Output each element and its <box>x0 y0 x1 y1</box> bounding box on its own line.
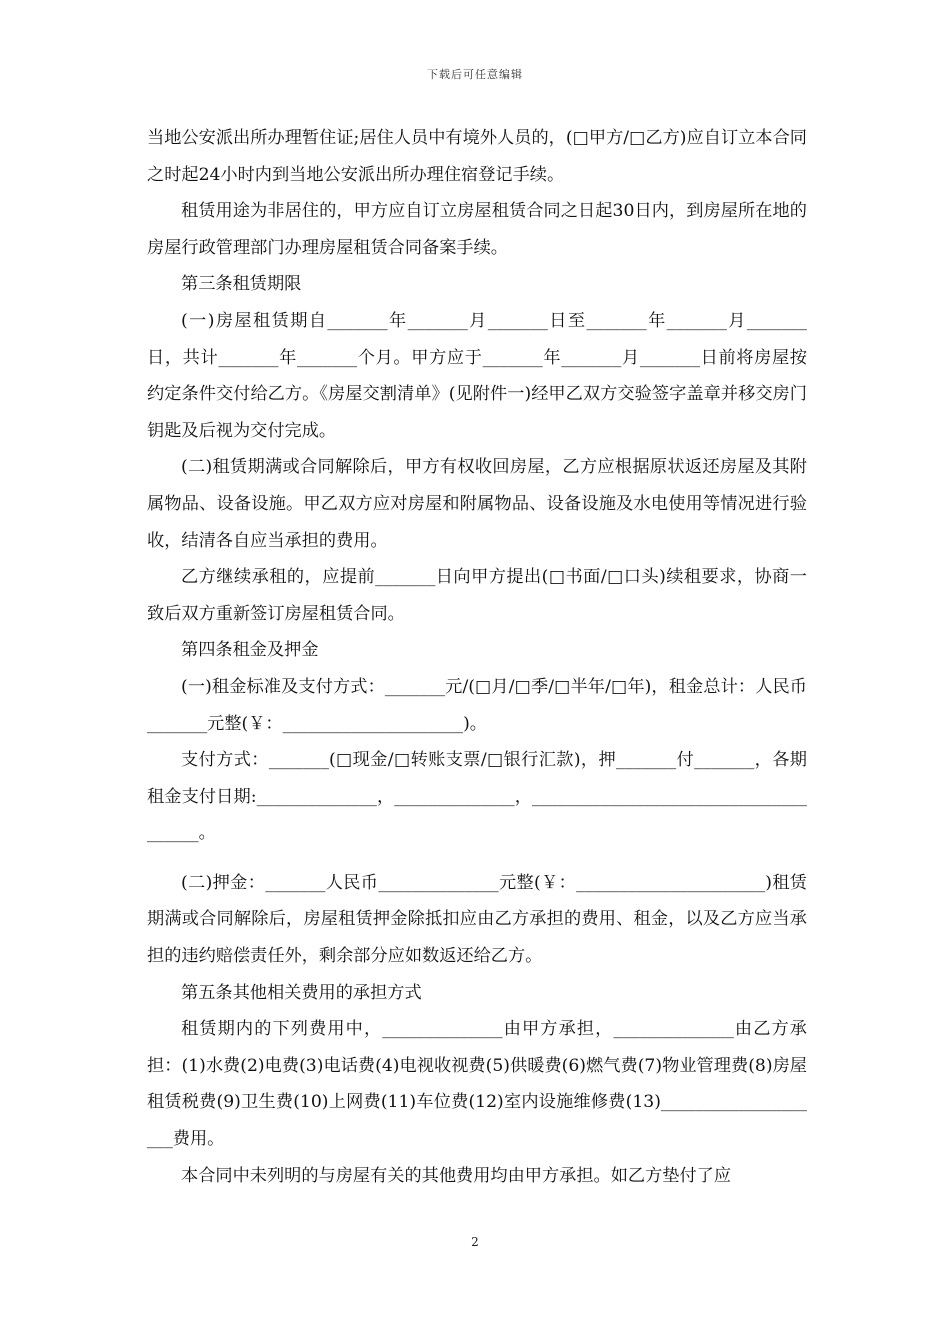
paragraph-lease-expiry: (二)租赁期满或合同解除后，甲方有权收回房屋，乙方应根据原状返还房屋及其附属物品、设备设施。甲乙双方应对房屋和附属物品、设备设施及水电使用等情况进行验收，结清各自应当承担的费用。 <box>147 457 807 551</box>
paragraph-fee-allocation: 租赁期内的下列费用中，______________由甲方承担，______________由乙方承担：(1)水费(2)电费(3)电话费(4)电视收视费(5)供暖费(6)燃气费(7)物业管理费(8)房屋租赁税费(9)卫生费(10)上网费(11)车位费(12)室内设施维修费(13)____________________费用。 <box>147 1019 807 1150</box>
paragraph-lease-renewal: 乙方继续承租的，应提前_______日向甲方提出(□书面/□口头)续租要求，协商一致后双方重新签订房屋租赁合同。 <box>147 567 807 624</box>
page-header-note: 下载后可任意编辑 <box>427 68 523 81</box>
paragraph-deposit: (二)押金：_______人民币______________元整(￥：______________________)租赁期满或合同解除后，房屋租赁押金除抵扣应由乙方承担的费用、租金，以及乙方应当承担的违约赔偿责任外，剩余部分应如数返还给乙方。 <box>147 872 807 967</box>
paragraph-payment-method: 支付方式：_______(□现金/□转账支票/□银行汇款)，押_______付_______，各期租金支付日期:______________，______________，______________________________________。 <box>147 750 807 844</box>
article-5-heading: 第五条其他相关费用的承担方式 <box>181 982 422 1003</box>
paragraph-other-fees: 本合同中未列明的与房屋有关的其他费用均由甲方承担。如乙方垫付了应 <box>181 1165 732 1186</box>
article-4-heading: 第四条租金及押金 <box>181 640 319 661</box>
paragraph-residence-registration: 当地公安派出所办理暂住证;居住人员中有境外人员的，(□甲方/□乙方)应自订立本合同之时起24小时内到当地公安派出所办理住宿登记手续。 <box>147 128 807 185</box>
article-3-heading: 第三条租赁期限 <box>181 274 302 295</box>
page-number: 2 <box>471 1235 479 1249</box>
document-body <box>147 120 807 1194</box>
paragraph-non-residential-filing: 租赁用途为非居住的，甲方应自订立房屋租赁合同之日起30日内，到房屋所在地的房屋行政管理部门办理房屋租赁合同备案手续。 <box>147 201 807 258</box>
paragraph-lease-term: (一)房屋租赁期自_______年_______月_______日至_______年_______月_______日，共计_______年_______个月。甲方应于_______年_______月_______日前将房屋按约定条件交付给乙方。《房屋交割清单》(见附件一)经甲乙双方交验签字盖章并移交房门钥匙及后视为交付完成。 <box>147 310 807 441</box>
paragraph-rent-standard: (一)租金标准及支付方式：_______元/(□月/□季/□半年/□年)，租金总计：人民币_______元整(￥：_____________________)。 <box>147 676 807 734</box>
